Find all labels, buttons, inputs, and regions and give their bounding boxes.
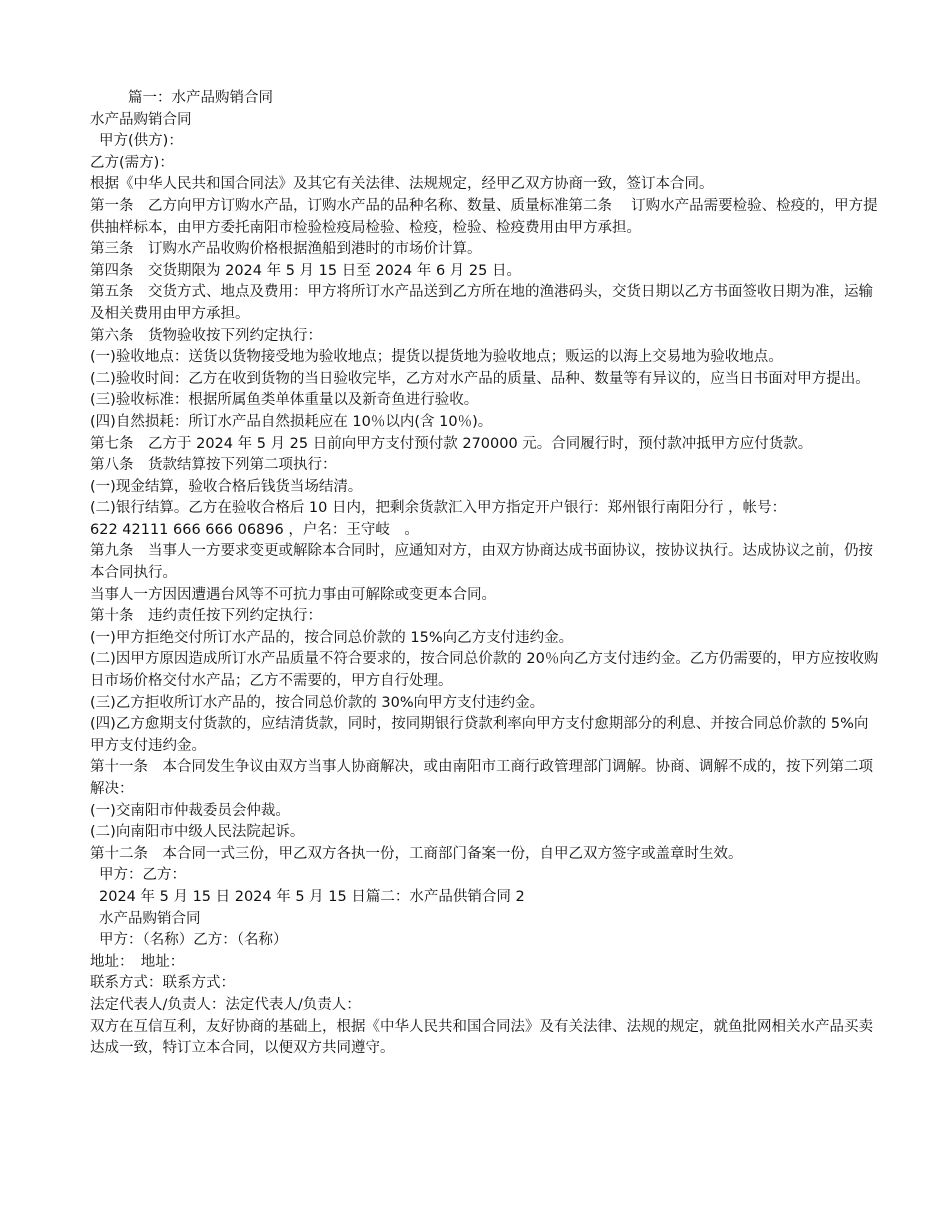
article-5: 第五条 交货方式、地点及费用：甲方将所订水产品送到乙方所在地的渔港码头，交货日期以乙方书面签收日期为准，运输及相关费用由甲方承担。 xyxy=(90,284,873,322)
party-a-label: 甲方(供方)： xyxy=(99,133,183,150)
article-10: 第十条 违约责任按下列约定执行： xyxy=(90,608,322,625)
signature-parties: 甲方：乙方： xyxy=(99,867,186,884)
article-7: 第七条 乙方于 2024 年 5 月 25 日前向甲方支付预付款 270000 元。合同履行时，预付款冲抵甲方应付货款。 xyxy=(90,435,813,452)
parties-names: 甲方：（名称）乙方：（名称） xyxy=(99,932,288,949)
article-6: 第六条 货物验收按下列约定执行： xyxy=(90,327,322,344)
legal-representative-line: 法定代表人/负责人：法定代表人/负责人： xyxy=(90,996,361,1013)
section-heading: 篇一：水产品购销合同 xyxy=(128,90,273,106)
article-9-force-majeure: 当事人一方因因遭遇台风等不可抗力事由可解除或变更本合同。 xyxy=(90,586,496,603)
article-10-item-3: (三)乙方拒收所订水产品的，按合同总价款的 30%向甲方支付违约金。 xyxy=(90,694,545,711)
contract-title: 水产品购销合同 xyxy=(90,111,192,128)
contract-title-2: 水产品购销合同 xyxy=(99,910,201,927)
article-6-item-4: (四)自然损耗：所订水产品自然损耗应在 10％以内(含 10％)。 xyxy=(90,413,493,430)
preamble: 根据《中华人民共和国合同法》及其它有关法律、法规规定，经甲乙双方协商一致，签订本合同。 xyxy=(90,176,714,193)
article-11-item-1: (一)交南阳市仲裁委员会仲裁。 xyxy=(90,802,290,819)
bank-account-line: 622 42111 666 666 06896 ，户名：王守岐 。 xyxy=(90,521,419,538)
article-9: 第九条 当事人一方要求变更或解除本合同时，应通知对方，由双方协商达成书面协议，按协议执行。达成协议之前，仍按本合同执行。 xyxy=(90,543,873,582)
address-line: 地址： 地址： xyxy=(90,953,185,970)
signature-dates: 2024 年 5 月 15 日 2024 年 5 月 15 日篇二：水产品供销合同 2 xyxy=(99,888,525,905)
article-6-item-2: (二)验收时间：乙方在收到货物的当日验收完毕，乙方对水产品的质量、品种、数量等有异议的，应当日书面对甲方提出。 xyxy=(90,370,870,387)
party-b-label: 乙方(需方)： xyxy=(90,154,174,171)
article-8-item-1: (一)现金结算，验收合格后钱货当场结清。 xyxy=(90,478,363,495)
article-10-item-4: (四)乙方愈期支付货款的，应结清货款，同时，按同期银行贷款利率向甲方支付愈期部分的利息、并按合同总价款的 5%向甲方支付违约金。 xyxy=(90,716,869,754)
article-8: 第八条 货款结算按下列第二项执行： xyxy=(90,457,337,474)
contract-document xyxy=(90,88,880,1060)
contact-line: 联系方式：联系方式： xyxy=(90,975,235,992)
article-8-item-2: (二)银行结算。乙方在验收合格后 10 日内，把剩余货款汇入甲方指定开户银行：郑州银行南阳分行 ，帐号： xyxy=(90,500,787,517)
article-6-item-1: (一)验收地点：送货以货物接受地为验收地点；提货以提货地为验收地点；贩运的以海上交易地为验收地点。 xyxy=(90,349,783,366)
article-6-item-3: (三)验收标准：根据所属鱼类单体重量以及新奇鱼进行验收。 xyxy=(90,392,479,409)
closing-paragraph: 双方在互信互利，友好协商的基础上，根据《中华人民共和国合同法》及有关法律、法规的规定，就鱼批网相关水产品买卖达成一致，特订立本合同，以便双方共同遵守。 xyxy=(90,1018,873,1057)
article-3: 第三条 订购水产品收购价格根据渔船到港时的市场价计算。 xyxy=(90,241,482,258)
article-10-item-1: (一)甲方拒绝交付所订水产品的，按合同总价款的 15%向乙方支付违约金。 xyxy=(90,629,574,646)
article-12: 第十二条 本合同一式三份，甲乙双方各执一份，工商部门备案一份，自甲乙双方签字或盖章时生效。 xyxy=(90,845,743,862)
article-11: 第十一条 本合同发生争议由双方当事人协商解决，或由南阳市工商行政管理部门调解。协商、调解不成的，按下列第二项解决： xyxy=(90,759,873,797)
article-11-item-2: (二)向南阳市中级人民法院起诉。 xyxy=(90,824,305,841)
article-10-item-2: (二)因甲方原因造成所订水产品质量不符合要求的，按合同总价款的 20％向乙方支付违约金。乙方仍需要的，甲方应按收购日市场价格交付水产品；乙方不需要的，甲方自行处理。 xyxy=(90,651,879,690)
article-4: 第四条 交货期限为 2024 年 5 月 15 日至 2024 年 6 月 25 日。 xyxy=(90,262,521,279)
article-1: 第一条 乙方向甲方订购水产品，订购水产品的品种名称、数量、质量标准第二条 订购水产品需要检验、检疫的，甲方提供抽样标本，由甲方委托南阳市检验检疫局检验、检疫，检验、检疫费用由甲方承担。 xyxy=(90,197,878,236)
